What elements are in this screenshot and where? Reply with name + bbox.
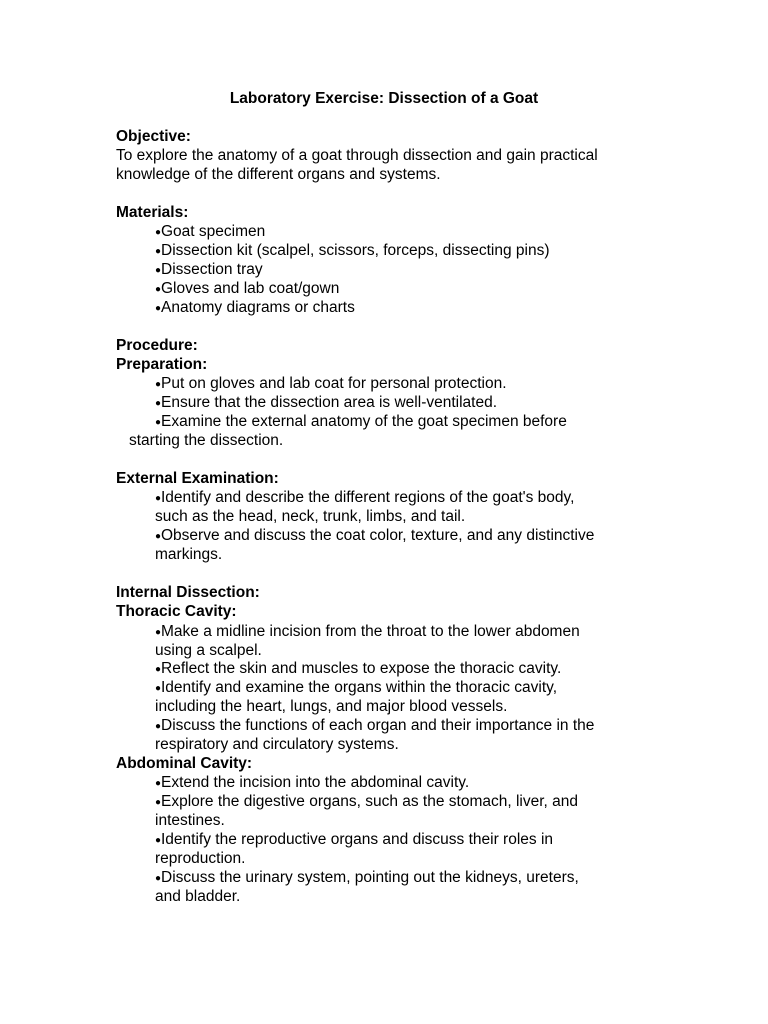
bullet-icon: ●: [155, 835, 162, 846]
thoracic-item-continuation: respiratory and circulatory systems.: [155, 736, 399, 753]
external-item-continuation: markings.: [155, 546, 223, 563]
abdominal-heading: Abdominal Cavity:: [116, 755, 253, 772]
external-item: ●Identify and describe the different regions of the goat's body,: [155, 489, 575, 506]
objective-heading: Objective:: [116, 128, 191, 145]
objective-line-2: knowledge of the different organs and systems.: [116, 166, 441, 183]
materials-item: ●Dissection tray: [155, 261, 263, 278]
thoracic-item-continuation: including the heart, lungs, and major blood vessels.: [155, 698, 508, 715]
objective-line-1: To explore the anatomy of a goat through dissection and gain practical: [116, 147, 598, 164]
document-title: Laboratory Exercise: Dissection of a Goat: [229, 90, 539, 107]
external-item-continuation: such as the head, neck, trunk, limbs, and tail.: [155, 508, 466, 525]
bullet-icon: ●: [155, 246, 162, 257]
bullet-icon: ●: [155, 683, 162, 694]
bullet-icon: ●: [155, 284, 162, 295]
thoracic-item: ●Identify and examine the organs within the thoracic cavity,: [155, 679, 558, 696]
bullet-icon: ●: [155, 417, 162, 428]
preparation-item: ●Put on gloves and lab coat for personal protection.: [155, 375, 507, 392]
thoracic-item: ●Make a midline incision from the throat to the lower abdomen: [155, 623, 580, 640]
thoracic-item: ●Reflect the skin and muscles to expose the thoracic cavity.: [155, 660, 562, 677]
preparation-item: ●Ensure that the dissection area is well-ventilated.: [155, 394, 498, 411]
abdominal-item: ●Explore the digestive organs, such as the stomach, liver, and: [155, 793, 579, 810]
materials-item: ●Anatomy diagrams or charts: [155, 299, 355, 316]
thoracic-heading: Thoracic Cavity:: [116, 603, 237, 620]
bullet-icon: ●: [155, 778, 162, 789]
bullet-icon: ●: [155, 797, 162, 808]
abdominal-item-continuation: reproduction.: [155, 850, 246, 867]
internal-heading: Internal Dissection:: [116, 584, 260, 601]
bullet-icon: ●: [155, 627, 162, 638]
thoracic-item-continuation: using a scalpel.: [155, 642, 262, 659]
materials-item: ●Goat specimen: [155, 223, 266, 240]
procedure-heading: Procedure:: [116, 337, 198, 354]
abdominal-item-continuation: intestines.: [155, 812, 225, 829]
abdominal-item-continuation: and bladder.: [155, 888, 241, 905]
bullet-icon: ●: [155, 379, 162, 390]
preparation-item: ●Examine the external anatomy of the goat specimen before: [155, 413, 567, 430]
abdominal-item: ●Extend the incision into the abdominal cavity.: [155, 774, 470, 791]
bullet-icon: ●: [155, 873, 162, 884]
bullet-icon: ●: [155, 398, 162, 409]
preparation-continuation: starting the dissection.: [129, 432, 284, 449]
bullet-icon: ●: [155, 531, 162, 542]
abdominal-item: ●Discuss the urinary system, pointing out the kidneys, ureters,: [155, 869, 579, 886]
external-item: ●Observe and discuss the coat color, texture, and any distinctive: [155, 527, 595, 544]
bullet-icon: ●: [155, 227, 162, 238]
external-heading: External Examination:: [116, 470, 279, 487]
preparation-heading: Preparation:: [116, 356, 208, 373]
abdominal-item: ●Identify the reproductive organs and discuss their roles in: [155, 831, 554, 848]
bullet-icon: ●: [155, 721, 162, 732]
bullet-icon: ●: [155, 493, 162, 504]
materials-item: ●Dissection kit (scalpel, scissors, forceps, dissecting pins): [155, 242, 550, 259]
thoracic-item: ●Discuss the functions of each organ and their importance in the: [155, 717, 595, 734]
materials-heading: Materials:: [116, 204, 189, 221]
bullet-icon: ●: [155, 265, 162, 276]
materials-item: ●Gloves and lab coat/gown: [155, 280, 340, 297]
bullet-icon: ●: [155, 303, 162, 314]
bullet-icon: ●: [155, 664, 162, 675]
